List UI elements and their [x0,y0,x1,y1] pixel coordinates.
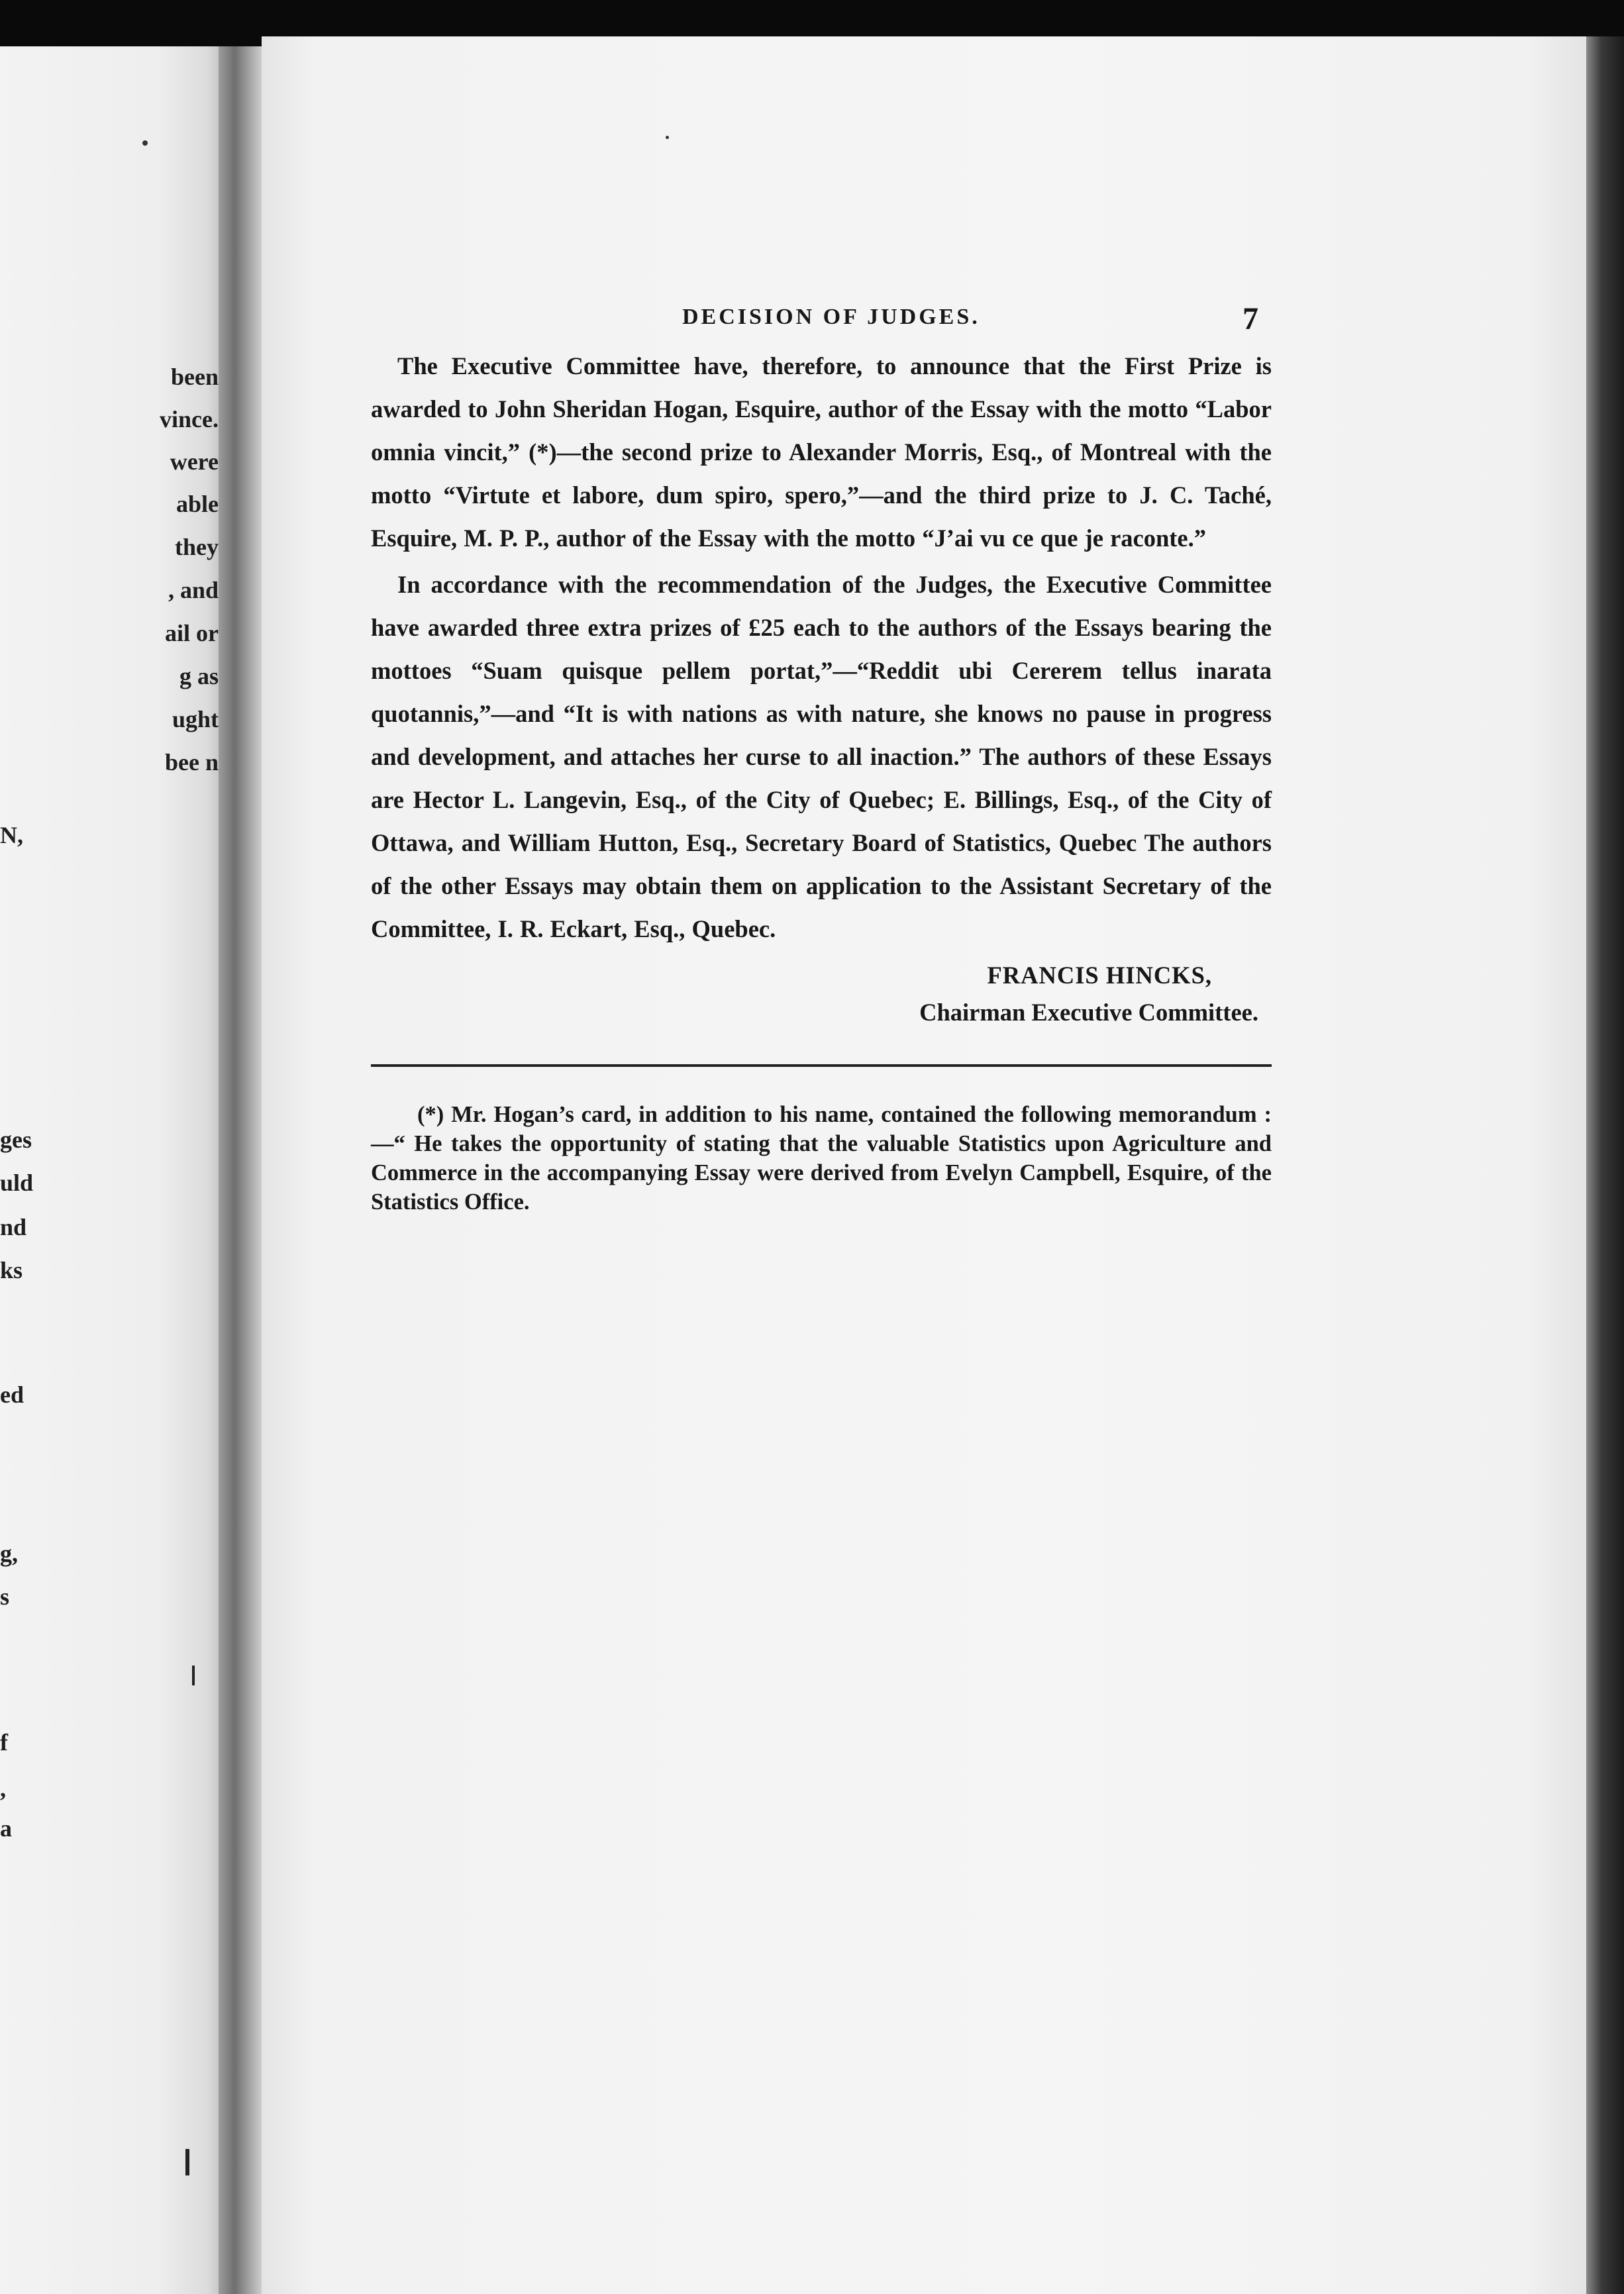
left-fragment: ught [172,706,219,732]
left-fragment: , [0,1775,6,1802]
signature-block [371,957,1272,1031]
footnote-divider [371,1064,1272,1067]
scan-speck [142,140,148,146]
paragraph-extra-prizes: In accordance with the recommendation of the Judges, the Executive Committee have awarded three extra prizes of £25 each to the authors of the Essays bearing the mottoes “Suam quisque pellem portat,”—“Reddit ubi Cererem tellus inarata quotannis,”—and “It is with nations as with nature, she knows no pause in progress and development, and attaches her curse to all inaction.” The authors of these Essays are Hector L. Langevin, Esq., of the City of Quebec; E. Billings, Esq., of the City of Ottawa, and William Hutton, Esq., Secretary Board of Statistics, Quebec The authors of the other Essays may obtain them on application to the Assistant Secretary of the Committee, I. R. Eckart, Esq., Quebec. [371,571,1272,942]
margin-mark [185,2149,189,2175]
margin-mark [192,1666,195,1685]
left-fragment: been [171,364,219,390]
left-fragment: nd [0,1214,27,1240]
signatory-name: FRANCIS HINCKS, [987,962,1212,989]
left-fragment: ed [0,1381,24,1408]
page-number: 7 [1243,301,1258,336]
left-fragment: g as [179,663,219,689]
left-fragment: bee n [165,749,219,775]
running-title: DECISION OF JUDGES. [682,305,980,329]
signatory-title: Chairman Executive Committee. [919,999,1258,1026]
left-fragment: a [0,1815,12,1842]
scan-speck [666,136,669,139]
left-fragment: , and [168,577,219,603]
left-fragment: vince. [160,406,219,432]
left-fragment: were [170,448,219,475]
running-head [371,301,1272,344]
paragraph-prizes: The Executive Committee have, therefore, to announce that the First Prize is awarded to John Sheridan Hogan, Esquire, author of the Essay with the motto “Labor omnia vincit,” (*)—the second prize to Alexander Morris, Esq., of Montreal with the motto “Virtute et labore, dum spiro, spero,”—and the third prize to J. C. Taché, Esquire, M. P. P., author of the Essay with the motto “J’ai vu ce que je raconte.” [371,352,1272,552]
page-edge-shadow [1586,36,1624,2294]
left-fragment: f [0,1729,8,1756]
footnote: (*) Mr. Hogan’s card, in addition to his name, contained the following memorandum :—“ He takes the opportunity of stating that the valuable Statistics upon Agriculture and Commerce in the accompanying Essay were derived from Evelyn Campbell, Esquire, of the Statistics Office. [371,1102,1272,1215]
book-gutter [219,46,265,2294]
left-fragment: ks [0,1257,23,1283]
left-fragment: uld [0,1170,34,1196]
left-fragment: they [175,534,219,560]
left-fragment: able [176,491,219,517]
left-fragment: g, [0,1540,18,1567]
left-fragment: ges [0,1126,32,1153]
page-content [371,301,1272,1240]
left-fragment: s [0,1583,10,1610]
left-page-text-fragments [0,0,219,2294]
left-fragment: N, [0,822,23,848]
left-fragment: ail or [165,620,219,646]
